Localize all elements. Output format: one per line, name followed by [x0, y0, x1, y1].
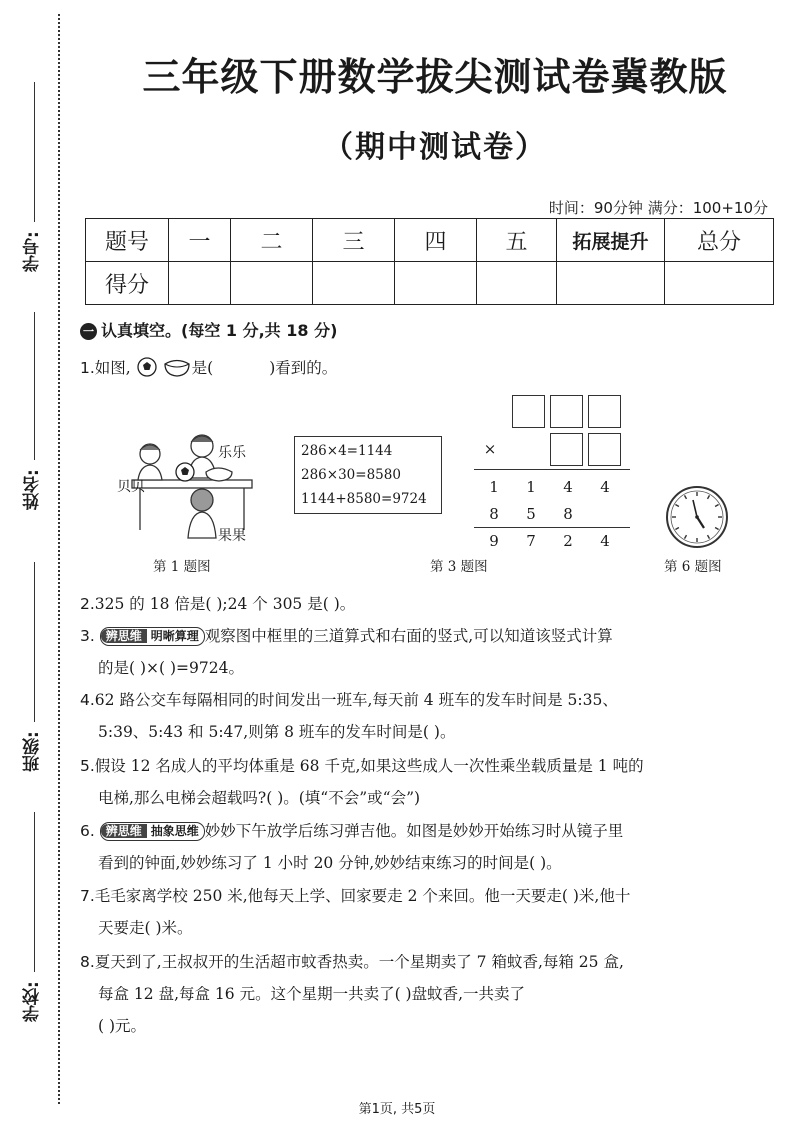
name-line [34, 312, 35, 460]
question-number: 6. [80, 822, 95, 840]
header-cell: 拓展提升 [557, 219, 665, 262]
tag-label: 明晰算理 [150, 629, 199, 643]
score-table [85, 218, 774, 305]
score-cell[interactable] [557, 262, 665, 305]
question-1 [80, 352, 760, 384]
binding-dotted-line [58, 14, 60, 1104]
name-field[interactable] [20, 312, 50, 522]
result-digit: 2 [563, 532, 573, 550]
question-number: 3. [80, 627, 95, 645]
result-digit: 7 [526, 532, 536, 550]
vertical-calc-line [474, 469, 630, 470]
score-cell[interactable] [665, 262, 774, 305]
question-text: 夏天到了,王叔叔开的生活超市蚊香热卖。一个星期卖了 7 箱蚊香,每箱 25 盒, [94, 953, 624, 971]
score-cell[interactable] [477, 262, 557, 305]
question-number: 8. [80, 953, 95, 971]
question-3 [80, 620, 760, 684]
calc-line: 286×4=1144 [301, 443, 393, 459]
header-cell: 四 [395, 219, 477, 262]
question-text: 62 路公交车每隔相同的时间发出一班车,每天前 4 班车的发车时间是 5:35、 [94, 691, 618, 709]
school-line [34, 812, 35, 972]
question-text: 5:39、5:43 和 5:47,则第 8 班车的发车时间是( )。 [98, 723, 456, 741]
page-footer: 第1页, 共5页 [358, 1102, 436, 1117]
mirror-clock-icon [664, 484, 730, 550]
question-number: 2. [80, 595, 95, 613]
thinking-tag [100, 627, 205, 646]
thinking-tag [100, 822, 205, 841]
question-text: 妙妙下午放学后练习弹吉他。如图是妙妙开始练习时从镜子里 [204, 822, 624, 840]
figure-6-caption: 第 6 题图 [664, 559, 722, 575]
question-number: 1. [80, 359, 95, 377]
score-cell[interactable] [231, 262, 313, 305]
calc-line: 286×30=8580 [301, 467, 401, 483]
header-cell: 二 [231, 219, 313, 262]
class-field[interactable] [20, 562, 50, 782]
header-cell: 总分 [665, 219, 774, 262]
question-text: 天要走( )米。 [98, 919, 193, 937]
row-label-cell: 得分 [86, 262, 169, 305]
question-text: 毛毛家离学校 250 米,他每天上学、回家要走 2 个来回。他一天要走( )米,他十 [94, 887, 631, 905]
score-cell[interactable] [169, 262, 231, 305]
header-cell: 一 [169, 219, 231, 262]
question-text: 如图, [94, 359, 131, 377]
figure-3-caption: 第 3 题图 [430, 559, 488, 575]
student-id-label: 学号: [23, 231, 43, 272]
product-digit: 4 [563, 478, 573, 496]
section-1-heading [80, 318, 337, 341]
class-line [34, 562, 35, 722]
score-table-score-row [86, 262, 774, 305]
digit-box[interactable] [550, 433, 583, 466]
student-id-line [34, 82, 35, 222]
product-digit: 8 [563, 505, 573, 523]
question-text: ( )元。 [98, 1017, 147, 1035]
digit-box[interactable] [512, 395, 545, 428]
tag-label: 辨思维 [101, 824, 147, 838]
question-text: 是( [191, 359, 214, 377]
school-field[interactable] [20, 812, 50, 1032]
section-title: 认真填空。(每空 1 分,共 18 分) [101, 321, 338, 340]
question-text: 假设 12 名成人的平均体重是 68 千克,如果这些成人一次性乘坐载质量是 1 吨的 [94, 757, 644, 775]
page-title: 三年级下册数学拔尖测试卷冀教版 [142, 55, 728, 99]
tag-label: 抽象思维 [150, 824, 199, 838]
label-lele: 乐乐 [218, 445, 246, 461]
question-text: 电梯,那么电梯会超载吗?( )。(填“不会”或“会”) [98, 789, 421, 807]
score-cell[interactable] [313, 262, 395, 305]
product-digit: 1 [526, 478, 536, 496]
question-7 [80, 880, 760, 944]
digit-box[interactable] [550, 395, 583, 428]
score-cell[interactable] [395, 262, 477, 305]
time-info: 时间：90分钟 满分：100+10分 [548, 199, 768, 217]
section-number-badge: 一 [80, 323, 97, 340]
multiply-sign: × [483, 440, 497, 458]
question-text: )看到的。 [269, 359, 338, 377]
score-table-header-row [86, 219, 774, 262]
question-text: 看到的钟面,妙妙练习了 1 小时 20 分钟,妙妙结束练习的时间是( )。 [98, 854, 562, 872]
calculation-box [294, 436, 442, 514]
digit-box[interactable] [588, 433, 621, 466]
product-digit: 5 [526, 505, 536, 523]
question-text: 每盒 12 盘,每盒 16 元。这个星期一共卖了( )盘蚊香,一共卖了 [98, 985, 526, 1003]
question-5 [80, 750, 760, 814]
figure-1-caption: 第 1 题图 [153, 559, 211, 575]
question-6 [80, 815, 760, 879]
question-8 [80, 946, 760, 1042]
question-2 [80, 588, 760, 620]
question-text: 325 的 18 倍是( );24 个 305 是( )。 [94, 595, 356, 613]
product-digit: 8 [489, 505, 499, 523]
question-4 [80, 684, 760, 748]
label-guoguo: 果果 [218, 528, 246, 544]
result-digit: 4 [600, 532, 610, 550]
page-subtitle: （期中测试卷） [323, 130, 547, 165]
name-label: 姓名: [23, 469, 43, 510]
ball-and-bowl-icon [136, 356, 192, 378]
question-number: 7. [80, 887, 95, 905]
header-cell: 题号 [86, 219, 169, 262]
header-cell: 五 [477, 219, 557, 262]
tag-label: 辨思维 [101, 629, 147, 643]
school-label: 学校: [23, 981, 43, 1022]
question-text: 观察图中框里的三道算式和右面的竖式,可以知道该竖式计算 [204, 627, 613, 645]
question-text: 的是( )×( )=9724。 [98, 659, 244, 677]
result-digit: 9 [489, 532, 499, 550]
vertical-calc-line [474, 527, 630, 528]
header-cell: 三 [313, 219, 395, 262]
question-number: 5. [80, 757, 95, 775]
calc-line: 1144+8580=9724 [301, 491, 427, 507]
product-digit: 1 [489, 478, 499, 496]
digit-box[interactable] [588, 395, 621, 428]
class-label: 班级: [23, 731, 43, 772]
question-number: 4. [80, 691, 95, 709]
product-digit: 4 [600, 478, 610, 496]
student-id-field[interactable] [20, 82, 50, 282]
label-beibei: 贝贝 [117, 479, 145, 495]
